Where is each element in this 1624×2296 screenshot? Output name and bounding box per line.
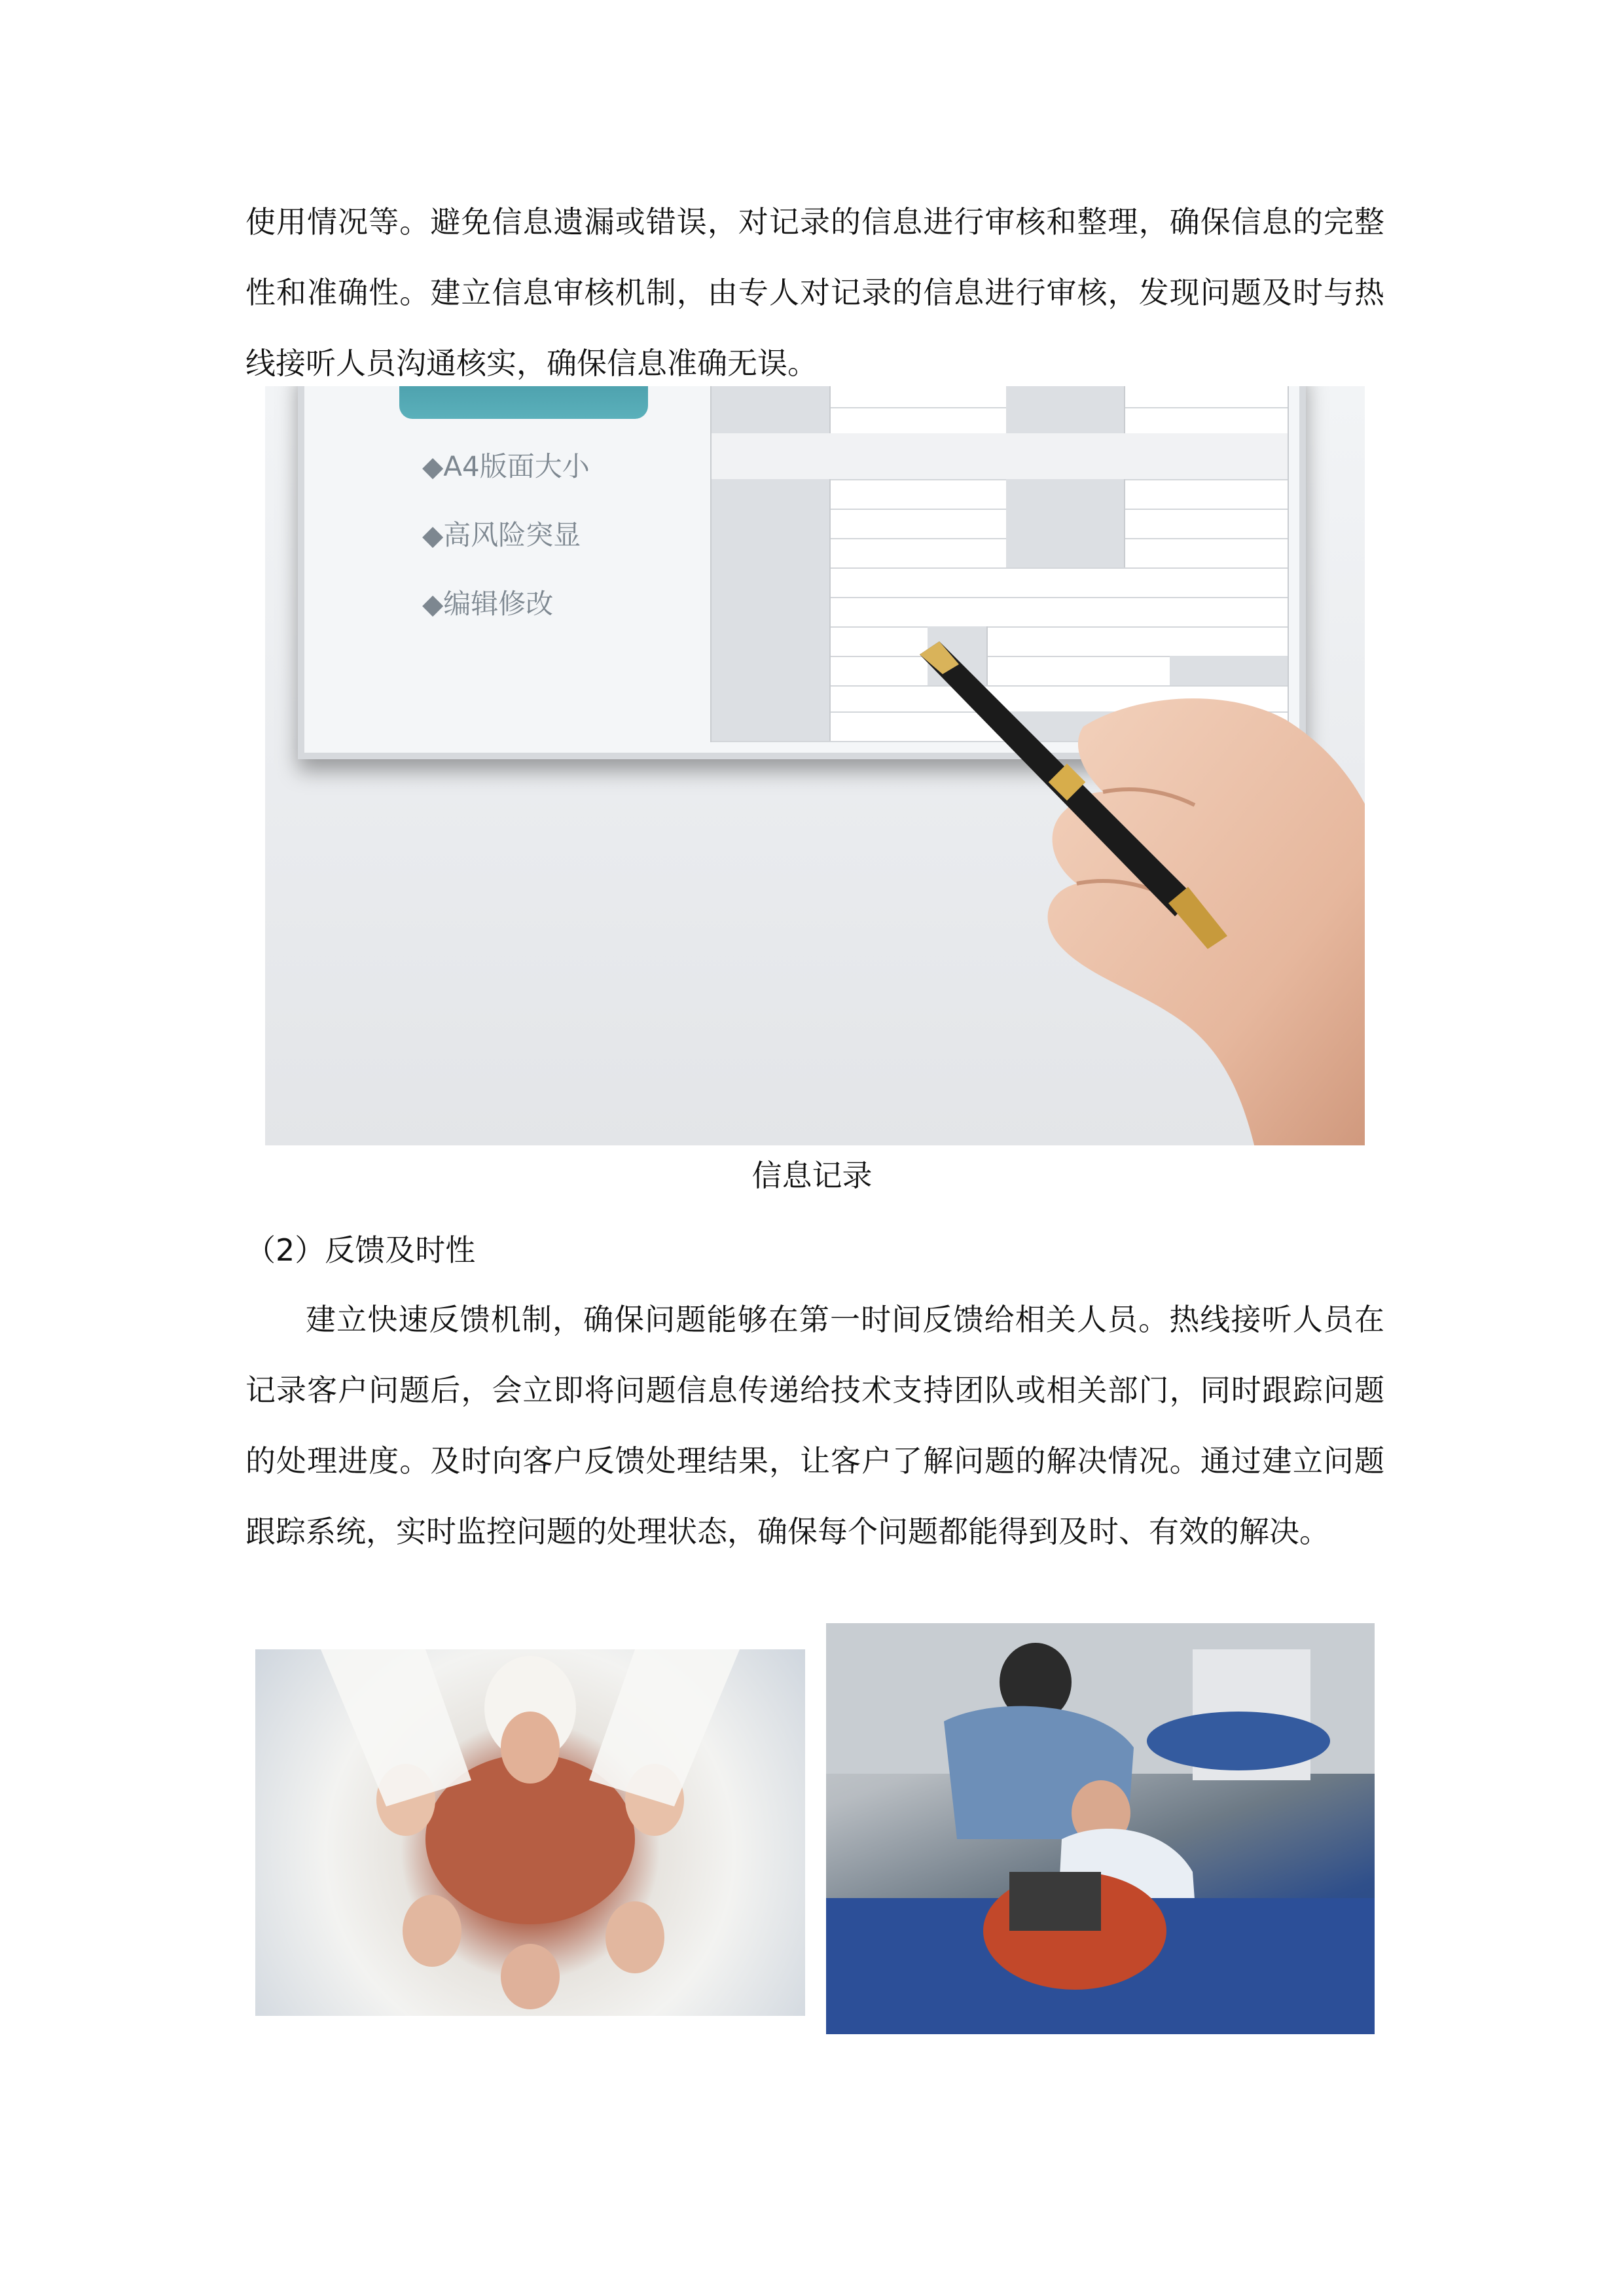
teamwork-photo [255, 1649, 805, 2016]
bullet-high-risk: ◆高风险突显 [422, 519, 581, 551]
form-title-banner [399, 386, 648, 419]
bullet-edit: ◆编辑修改 [422, 588, 554, 620]
body-paragraph-1: 使用情况等。避免信息遗漏或错误，对记录的信息进行审核和整理，确保信息的完整性和准确性。建立信息审核机制，由专人对记录的信息进行审核，发现问题及时与热线接听人员沟通核实，确保信息准确无误。 [245, 204, 1384, 381]
medical-staff-photo [826, 1623, 1375, 2034]
section-heading: （2）反馈及时性 [245, 1232, 476, 1268]
hand-with-pen-icon [920, 635, 1365, 1145]
bullet-a4-size: ◆A4版面大小 [422, 450, 590, 482]
info-record-figure [265, 386, 1365, 1145]
paramedics-equipment-image-icon [826, 1623, 1375, 2034]
figure-caption: 信息记录 [751, 1158, 873, 1193]
stacked-hands-image-icon [255, 1649, 805, 2016]
body-paragraph-2: 建立快速反馈机制，确保问题能够在第一时间反馈给相关人员。热线接听人员在记录客户问题后，会立即将问题信息传递给技术支持团队或相关部门，同时跟踪问题的处理进度。及时向客户反馈处理结果，让客户了解问题的解决情况。通过建立问题跟踪系统，实时监控问题的处理状态，确保每个问题都能得到及时、有效的解决。 [245, 1302, 1384, 1549]
